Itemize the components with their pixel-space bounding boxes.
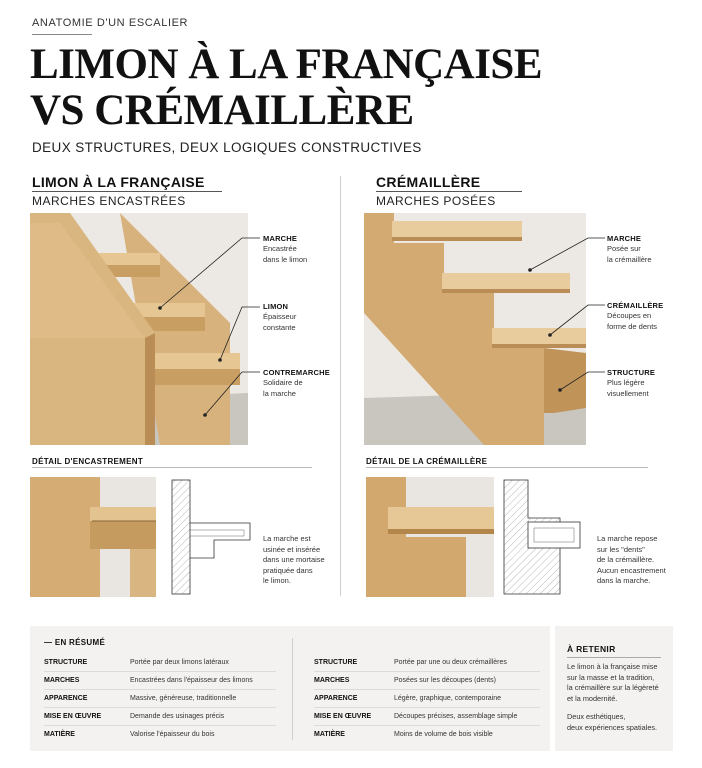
left-detail-caption [263, 534, 325, 587]
retain-p1-l1: Le limon à la française mise [567, 662, 658, 671]
left-caption-l3: dans une mortaise [263, 555, 325, 564]
summary-right-rule-3 [314, 707, 540, 708]
summary-left-val-3: Massive, généreuse, traditionnelle [130, 695, 237, 702]
right-annotation-structure-l2: visuellement [607, 389, 649, 398]
right-detail-caption [597, 534, 666, 587]
retain-p1-l2: sur la masse et la tradition, [567, 672, 655, 682]
retain-p1-l3: la crémaillère sur la légèreté [567, 683, 659, 692]
left-annotation-limon-l2: constante [263, 323, 296, 332]
right-column-subtitle: MARCHES POSÉES [376, 194, 496, 208]
right-caption-l4: Aucun encastrement [597, 565, 666, 575]
summary-right-key-4: MISE EN ŒUVRE [314, 713, 372, 720]
summary-right-rule-2 [314, 689, 540, 690]
right-annotation-marche-l2: la crémaillère [607, 255, 652, 264]
left-caption-l1: La marche est [263, 534, 311, 543]
retain-title: À RETENIR [567, 644, 616, 654]
right-annotation-cremaillere-l2: forme de dents [607, 322, 658, 331]
summary-divider [292, 638, 293, 740]
summary-right-key-1: STRUCTURE [314, 659, 358, 666]
left-annotation-contremarche [263, 368, 330, 399]
summary-left-key-3: APPARENCE [44, 695, 88, 702]
summary-right-val-2: Posées sur les découpes (dents) [394, 677, 496, 684]
retain-panel [555, 626, 673, 751]
summary-right-val-5: Moins de volume de bois visible [394, 731, 493, 738]
photo-detail-cremaillere [366, 477, 494, 597]
summary-left-val-5: Valorise l'épaisseur du bois [130, 731, 215, 738]
left-annotation-leaders [150, 230, 266, 430]
page-title-line-2: VS CRÉMAILLÈRE [30, 87, 414, 134]
left-annotation-marche-l1: Encastrée [263, 244, 297, 253]
summary-right-key-3: APPARENCE [314, 695, 358, 702]
summary-right-rule-4 [314, 725, 540, 726]
summary-left-key-4: MISE EN ŒUVRE [44, 713, 102, 720]
summary-left-rule-1 [44, 671, 276, 672]
left-caption-l5: le limon. [263, 576, 291, 585]
summary-left-val-2: Encastrées dans l'épaisseur des limons [130, 677, 253, 684]
summary-right-val-4: Découpes précises, assemblage simple [394, 713, 518, 720]
summary-left-val-1: Portée par deux limons latéraux [130, 659, 229, 666]
summary-left-rule-4 [44, 725, 276, 726]
right-annotation-structure [607, 368, 655, 399]
left-column-subtitle: MARCHES ENCASTRÉES [32, 194, 186, 208]
summary-right-key-5: MATIÈRE [314, 731, 345, 738]
left-annotation-limon [263, 302, 296, 333]
summary-left-key-5: MATIÈRE [44, 731, 75, 738]
summary-left-val-4: Demande des usinages précis [130, 713, 225, 720]
left-caption-l2: usinée et insérée [263, 544, 321, 554]
retain-paragraph-2 [567, 712, 657, 733]
right-annotation-marche-head: MARCHE [607, 234, 642, 243]
left-detail-rule [32, 467, 312, 468]
right-annotation-structure-head: STRUCTURE [607, 368, 656, 377]
retain-paragraph-1 [567, 662, 659, 704]
eyebrow: ANATOMIE D'UN ESCALIER [32, 17, 189, 29]
summary-left-rule-3 [44, 707, 276, 708]
summary-right-key-2: MARCHES [314, 677, 350, 684]
retain-p2-l1: Deux esthétiques, [567, 712, 626, 721]
left-annotation-contremarche-l2: la marche [263, 389, 296, 398]
right-annotation-structure-l1: Plus légère [607, 378, 645, 387]
summary-left-key-2: MARCHES [44, 677, 80, 684]
retain-p2-l2: deux expériences spatiales. [567, 722, 658, 732]
summary-left-rule-2 [44, 689, 276, 690]
page-title-line-1: LIMON À LA FRANÇAISE [30, 41, 543, 88]
summary-right-val-3: Légère, graphique, contemporaine [394, 695, 502, 702]
left-annotation-limon-l1: Épaisseur [263, 312, 297, 321]
right-annotation-marche [607, 234, 652, 265]
right-annotation-cremaillere-l1: Découpes en [607, 311, 652, 320]
summary-right-rule-1 [314, 671, 540, 672]
right-caption-l1: La marche repose [597, 534, 658, 543]
left-caption-l4: pratiquée dans [263, 565, 313, 575]
photo-detail-encastrement [30, 477, 156, 597]
left-column-title: LIMON À LA FRANÇAISE [32, 174, 205, 190]
retain-p1-l4: et la modernité. [567, 693, 618, 703]
left-annotation-contremarche-l1: Solidaire de [263, 378, 303, 387]
right-column-title: CRÉMAILLÈRE [376, 174, 481, 190]
right-caption-l5: dans la marche. [597, 576, 651, 585]
left-column-rule [32, 191, 222, 192]
summary-right-val-1: Portée par une ou deux crémaillères [394, 659, 507, 666]
right-annotation-cremaillere [607, 301, 663, 332]
left-annotation-marche-l2: dans le limon [263, 255, 308, 264]
left-annotation-marche-head: MARCHE [263, 234, 298, 243]
drawing-encastrement [170, 478, 260, 596]
column-divider [340, 176, 341, 596]
right-annotation-leaders [500, 230, 610, 430]
right-detail-title: DÉTAIL DE LA CRÉMAILLÈRE [366, 457, 488, 466]
left-annotation-marche [263, 234, 307, 265]
left-detail-title: DÉTAIL D'ENCASTREMENT [32, 457, 144, 466]
left-annotation-limon-head: LIMON [263, 302, 289, 311]
page-subtitle: DEUX STRUCTURES, DEUX LOGIQUES CONSTRUCTIVES [32, 140, 422, 155]
summary-left-key-1: STRUCTURE [44, 659, 88, 666]
retain-rule [567, 657, 661, 658]
eyebrow-rule [32, 34, 92, 35]
right-caption-l2: sur les "dents" [597, 544, 645, 554]
right-detail-rule [366, 467, 648, 468]
drawing-cremaillere [500, 478, 592, 596]
right-annotation-marche-l1: Posée sur [607, 244, 641, 253]
right-caption-l3: de la crémaillère. [597, 555, 655, 564]
summary-panel [30, 626, 550, 751]
summary-title: — EN RÉSUMÉ [44, 638, 106, 647]
left-annotation-contremarche-head: CONTREMARCHE [263, 368, 330, 377]
right-column-rule [376, 191, 522, 192]
right-annotation-cremaillere-head: CRÉMAILLÈRE [607, 301, 664, 310]
